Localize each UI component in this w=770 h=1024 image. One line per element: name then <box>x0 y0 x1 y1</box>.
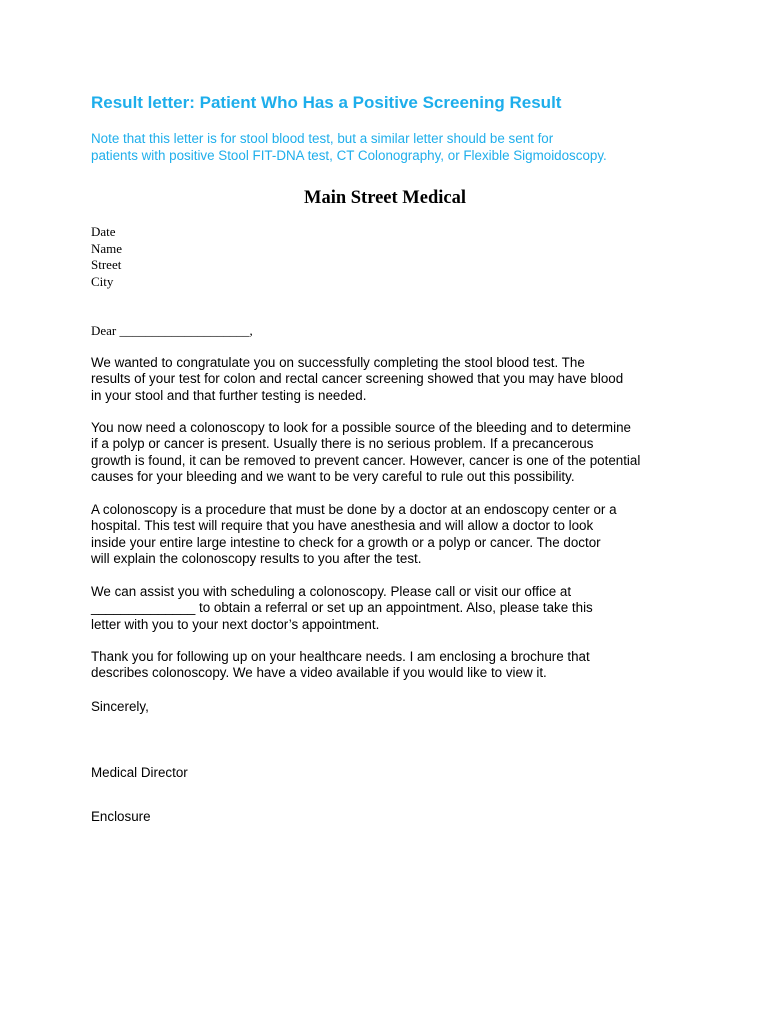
paragraph-procedure <box>91 502 617 568</box>
paragraph-line: causes for your bleeding and we want to be very careful to rule out this possibility. <box>91 469 575 485</box>
paragraph-line: letter with you to your next doctor’s appointment. <box>91 616 380 632</box>
enclosure-note: Enclosure <box>91 809 151 824</box>
note-line: Note that this letter is for stool blood test, but a similar letter should be sent for <box>91 131 554 146</box>
address-name: Name <box>91 240 123 256</box>
letterhead: Main Street Medical <box>303 188 466 208</box>
address-street: Street <box>91 257 122 272</box>
address-date: Date <box>91 224 116 239</box>
address-city: City <box>91 273 114 289</box>
paragraph-line: We can assist you with scheduling a colonoscopy. Please call or visit our office at <box>91 584 572 599</box>
signature-title: Medical Director <box>91 765 188 780</box>
paragraph-line: You now need a colonoscopy to look for a possible source of the bleeding and to determine <box>91 420 631 435</box>
note-line: patients with positive Stool FIT-DNA test, CT Colonography, or Flexible Sigmoidoscopy. <box>91 148 607 163</box>
paragraph-line: will explain the colonoscopy results to you after the test. <box>91 551 422 567</box>
page-title: Result letter: Patient Who Has a Positive Screening Result <box>91 93 562 112</box>
paragraph-line: results of your test for colon and rectal cancer screening showed that you may have blood <box>91 371 624 387</box>
paragraph-line: ______________ to obtain a referral or set up an appointment. Also, please take this <box>91 600 593 616</box>
paragraph-line: growth is found, it can be removed to prevent cancer. However, cancer is one of the potential <box>91 452 641 468</box>
paragraph-scheduling <box>91 584 593 633</box>
closing: Sincerely, <box>91 699 149 714</box>
address-block <box>91 224 122 290</box>
paragraph-line: Thank you for following up on your healthcare needs. I am enclosing a brochure that <box>91 649 590 664</box>
instruction-note <box>91 130 607 164</box>
paragraph-line: describes colonoscopy. We have a video available if you would like to view it. <box>91 665 547 681</box>
paragraph-line: in your stool and that further testing is needed. <box>91 387 367 403</box>
paragraph-line: if a polyp or cancer is present. Usually there is no serious problem. If a precancerous <box>91 436 594 452</box>
paragraph-thank-you <box>91 649 590 682</box>
paragraph-line: hospital. This test will require that you have anesthesia and will allow a doctor to look <box>91 518 594 534</box>
paragraph-line: inside your entire large intestine to check for a growth or a polyp or cancer. The doctor <box>91 534 601 550</box>
paragraph-line: We wanted to congratulate you on successfully completing the stool blood test. The <box>91 355 585 370</box>
paragraph-line: A colonoscopy is a procedure that must be done by a doctor at an endoscopy center or a <box>91 502 617 517</box>
paragraph-colonoscopy-need <box>91 420 640 486</box>
paragraph-congratulations <box>91 355 623 404</box>
salutation: Dear ____________________, <box>91 323 253 338</box>
